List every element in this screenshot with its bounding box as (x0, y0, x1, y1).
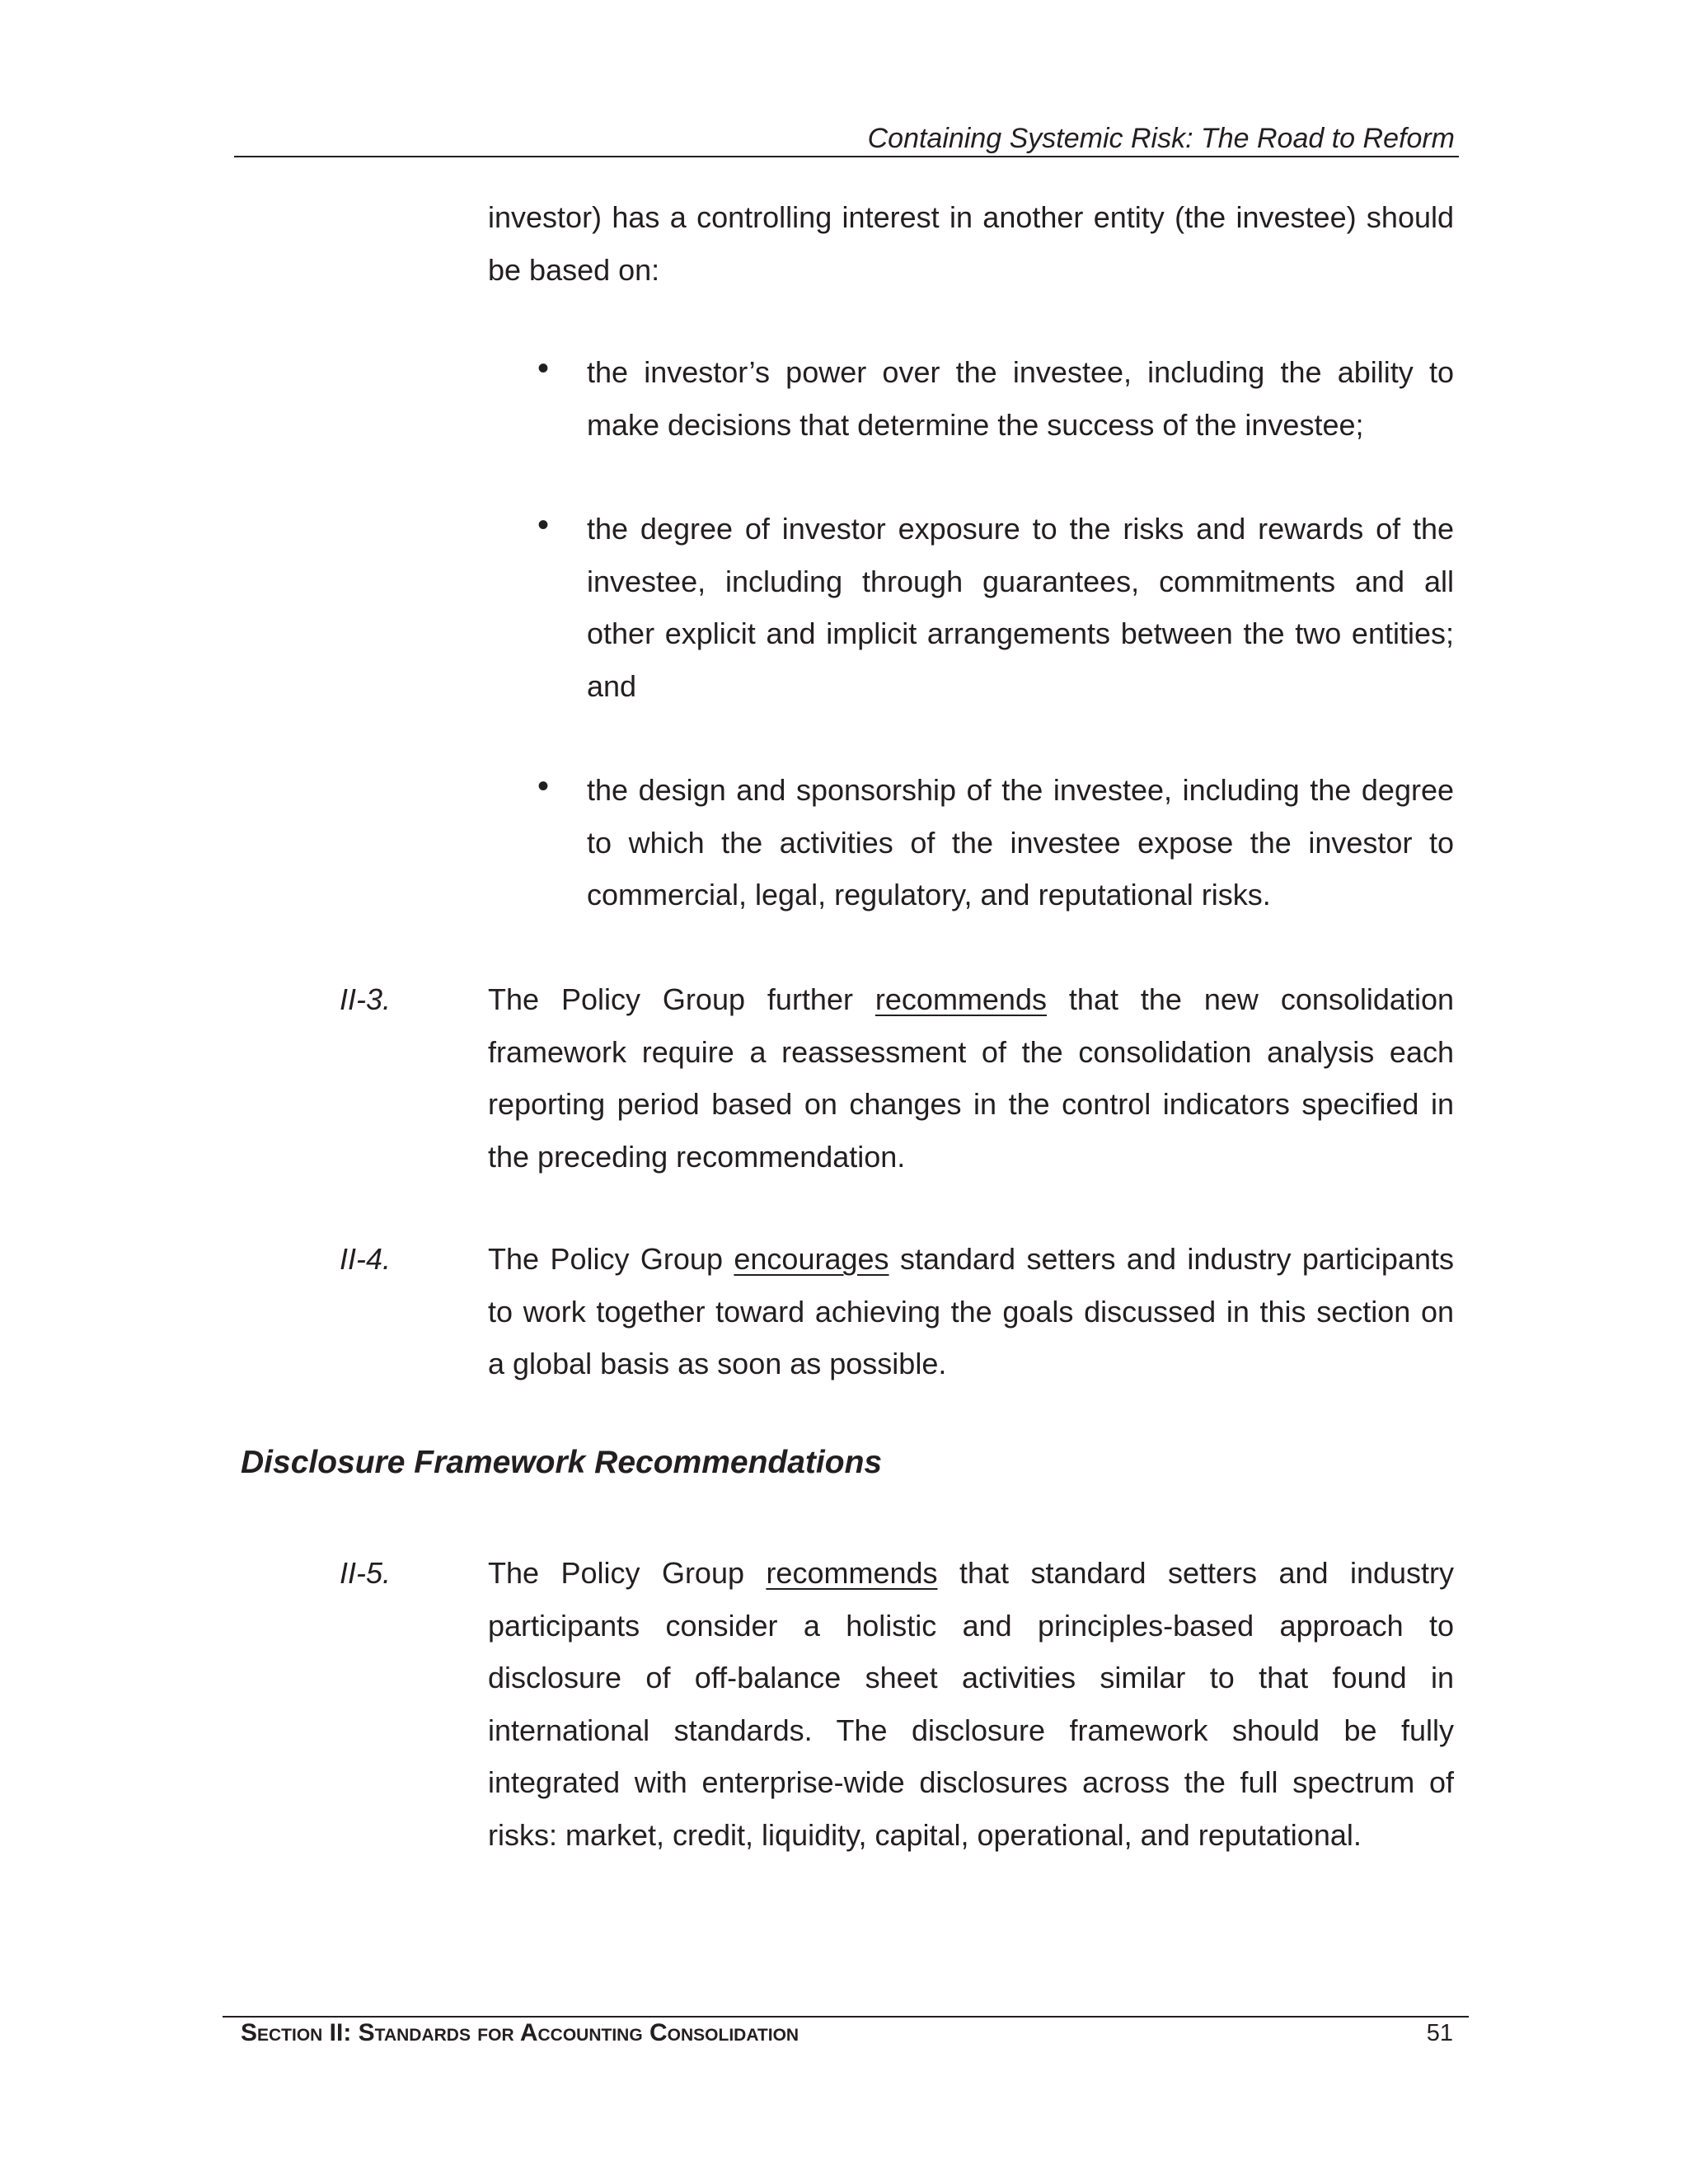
recommendation-ii-3 (488, 973, 1454, 1183)
bullet-item-exposure: the degree of investor exposure to the risks and rewards of the investee, including through guarantees, commitments and all other explicit and implicit arrangements between the two entities; and (587, 512, 1454, 703)
recommendation-keyword: encourages (734, 1242, 889, 1276)
recommendation-number: II-5. (340, 1556, 392, 1590)
bullet-icon: • (537, 350, 550, 387)
recommendation-number: II-4. (340, 1242, 392, 1276)
intro-paragraph: investor) has a controlling interest in another entity (the investee) should be based on: (488, 200, 1454, 287)
recommendation-text: that the new consolidation framework require a reassessment of the consolidation analysis each reporting period based on changes in the control indicators specified in the preceding recommendation. (488, 982, 1454, 1174)
recommendation-text: The Policy Group (488, 1242, 734, 1276)
footer-rule (223, 2016, 1469, 2018)
running-header-title: Containing Systemic Risk: The Road to Reform (867, 123, 1455, 154)
bullet-icon: • (537, 768, 550, 804)
section-heading: Disclosure Framework Recommendations (241, 1445, 883, 1480)
recommendation-number: II-3. (340, 982, 392, 1016)
recommendation-text: standard setters and industry participants to work together toward achieving the goals discussed in this section on a global basis as soon as possible. (488, 1242, 1454, 1380)
recommendation-ii-5 (488, 1547, 1454, 1861)
header-rule (234, 156, 1459, 157)
bullet-icon: • (537, 507, 550, 543)
recommendation-keyword: recommends (766, 1556, 938, 1590)
page-number: 51 (1426, 2020, 1453, 2046)
bullet-item-design: the design and sponsorship of the investee, including the degree to which the activities of the investee expose the investor to commercial, legal, regulatory, and reputational risks. (587, 773, 1454, 912)
bullet-item-power: the investor’s power over the investee, including the ability to make decisions that determine the success of the investee; (587, 355, 1454, 442)
recommendation-text: that standard setters and industry participants consider a holistic and principles-based approach to disclosure of off-balance sheet activities similar to that found in international standards. The disclosure framework should be fully integrated with enterprise-wide disclosures across the full spectrum of risks: market, credit, liquidity, capital, operational, and reputational. (488, 1556, 1454, 1852)
recommendation-text: The Policy Group (488, 1556, 767, 1590)
recommendation-ii-4 (488, 1233, 1454, 1390)
recommendation-text: The Policy Group further (488, 982, 875, 1016)
recommendation-keyword: recommends (874, 982, 1047, 1016)
footer-section-label: Section II: Standards for Accounting Consolidation (241, 2019, 799, 2046)
